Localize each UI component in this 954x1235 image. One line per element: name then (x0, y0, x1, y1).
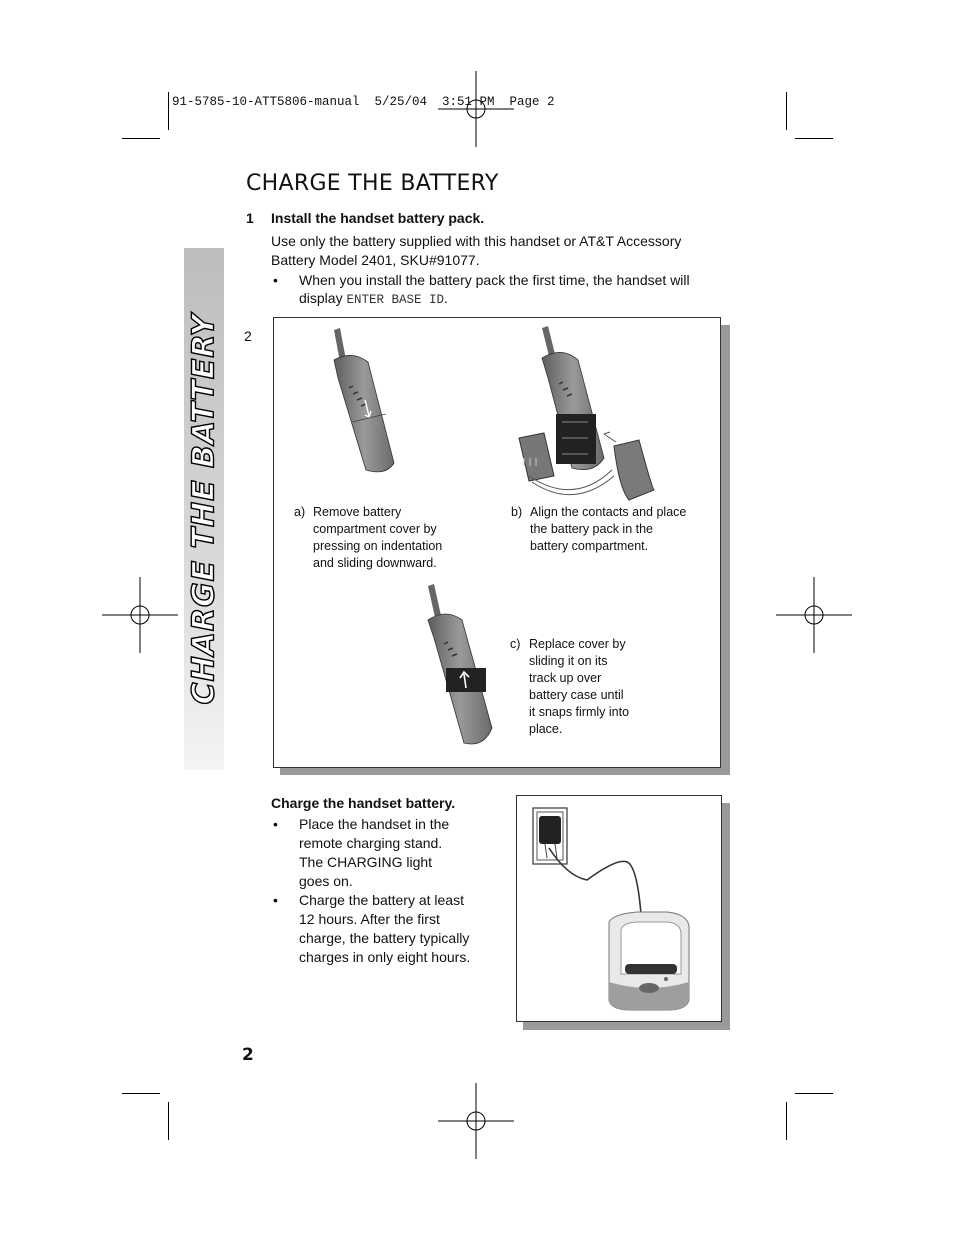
step-heading: Install the handset battery pack. (271, 210, 485, 226)
caption-b (511, 504, 686, 555)
step-number: 1 (246, 210, 254, 226)
crop-mark (795, 138, 833, 139)
charge-heading: Charge the handset battery. (271, 795, 456, 811)
caption-label: a) (294, 505, 306, 519)
crop-mark (786, 92, 787, 130)
registration-mark-icon (438, 1083, 514, 1159)
wall-outlet-icon (533, 808, 567, 864)
bullet-line: The CHARGING light (299, 854, 433, 870)
caption-line: place. (529, 722, 563, 736)
bullet-marker: • (273, 816, 278, 832)
caption-line: compartment cover by (313, 522, 437, 536)
step-number: 2 (244, 328, 252, 344)
crop-mark (168, 1102, 169, 1140)
step-text: Use only the battery supplied with this handset or AT&T Accessory (271, 233, 682, 249)
caption-line: battery case until (529, 688, 624, 702)
bullet-text (299, 289, 448, 310)
caption-line: Remove battery (313, 505, 402, 519)
bullet-text-prefix: display (299, 290, 347, 306)
handset-c-icon (428, 584, 492, 744)
print-header: 91-5785-10-ATT5806-manual 5/25/04 3:51 PM Page 2 (172, 95, 555, 109)
caption-line: battery compartment. (530, 539, 649, 553)
crop-mark (168, 92, 169, 130)
caption-label: c) (510, 637, 521, 651)
crop-mark (795, 1093, 833, 1094)
bullet-line: goes on. (299, 873, 353, 889)
bullet-line: Place the handset in the (299, 816, 450, 832)
handset-a-icon (334, 328, 394, 472)
bullet-line: Charge the battery at least (299, 892, 464, 908)
page-number: 2 (242, 1045, 254, 1065)
charging-stand-illustration (517, 796, 721, 1021)
caption-line: track up over (529, 671, 602, 685)
caption-line: the battery pack in the (530, 522, 653, 536)
bullet-marker: • (273, 892, 278, 908)
battery-install-figure (273, 317, 721, 768)
sidebar-title: CHARGE THE BATTERY (186, 313, 222, 705)
bullet-text: When you install the battery pack the first time, the handset will (299, 272, 690, 288)
step-text: Battery Model 2401, SKU#91077. (271, 252, 480, 268)
registration-mark-icon (776, 577, 852, 653)
bullet-text-suffix: . (444, 290, 448, 306)
crop-mark (786, 1102, 787, 1140)
registration-mark-icon (102, 577, 178, 653)
caption-line: pressing on indentation (313, 539, 443, 553)
charge-bullet-1 (299, 815, 449, 891)
bullet-line: 12 hours. After the first (299, 911, 440, 927)
handset-b-icon (519, 326, 654, 500)
caption-line: Replace cover by (529, 637, 626, 651)
crop-mark (122, 1093, 160, 1094)
crop-mark (122, 138, 160, 139)
caption-label: b) (511, 505, 523, 519)
caption-line: sliding it on its (529, 654, 608, 668)
charging-stand-figure (516, 795, 722, 1022)
bullet-line: charge, the battery typically (299, 930, 470, 946)
bullet-line: remote charging stand. (299, 835, 443, 851)
caption-line: Align the contacts and place (530, 505, 687, 519)
caption-line: it snaps firmly into (529, 705, 630, 719)
caption-a (294, 504, 442, 572)
charging-base-icon (609, 912, 689, 1010)
lcd-display-text: ENTER BASE ID (346, 293, 444, 307)
caption-line: and sliding downward. (313, 556, 437, 570)
caption-c (510, 636, 629, 738)
bullet-marker: • (273, 272, 278, 288)
registration-mark-icon (438, 71, 514, 147)
page-title: CHARGE THE BATTERY (246, 171, 499, 196)
sidebar-tab (184, 248, 224, 770)
charge-bullet-2 (299, 891, 470, 967)
bullet-line: charges in only eight hours. (299, 949, 471, 965)
